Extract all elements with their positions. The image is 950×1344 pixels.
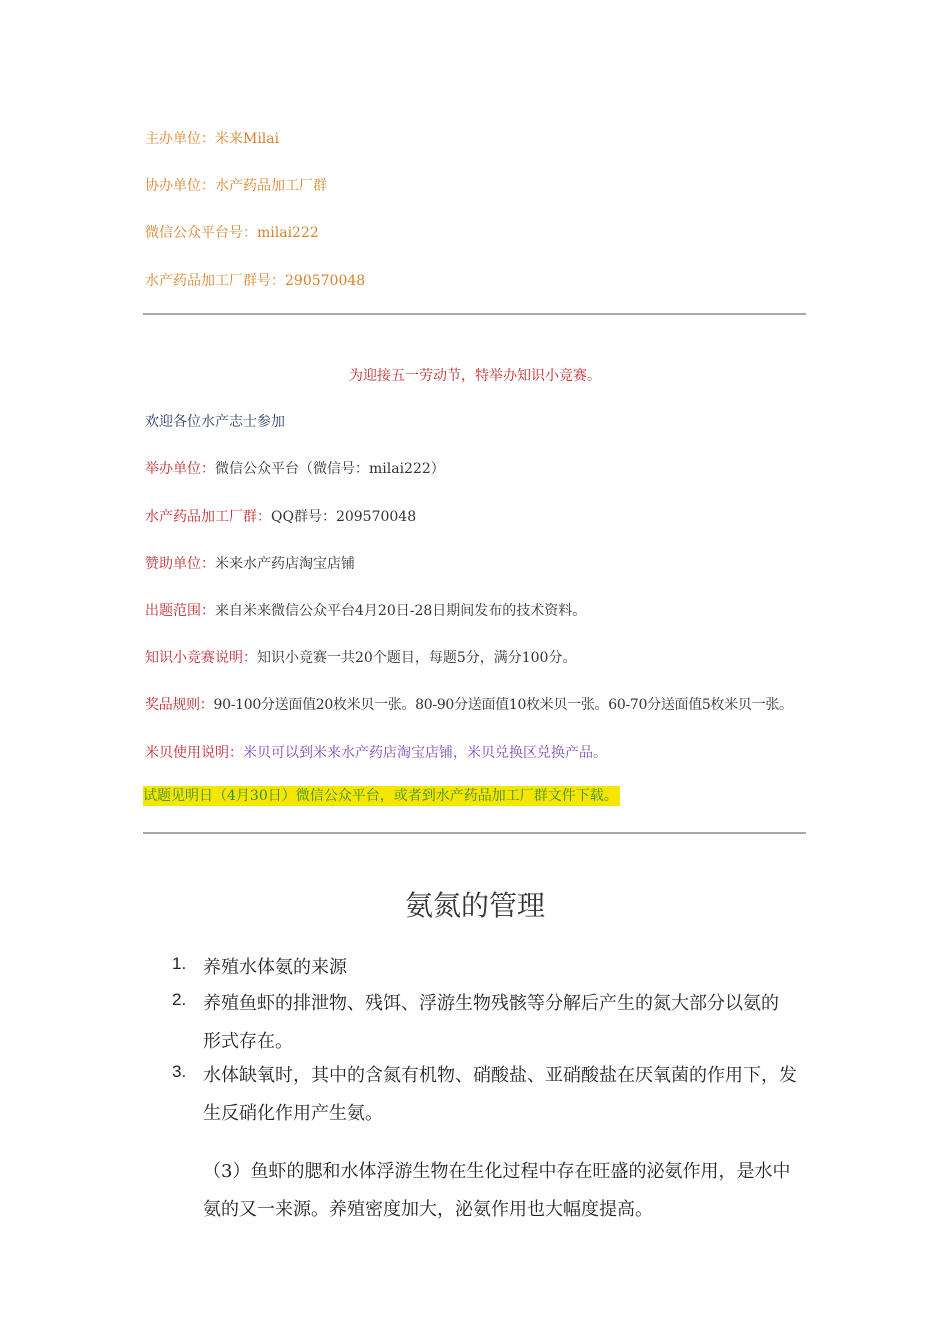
notice-value: 米贝可以到米来水产药店淘宝店铺，米贝兑换区兑换产品。: [243, 745, 607, 761]
group-line: 水产药品加工厂群号：290570048: [145, 273, 366, 289]
wechat-line: 微信公众平台号：milai222: [145, 225, 319, 241]
notice-label: 米贝使用说明：: [145, 745, 243, 761]
notice-label: 出题范围：: [145, 603, 215, 619]
notice-label: 水产药品加工厂群：: [145, 509, 271, 525]
list-item-line: 形式存在。: [203, 1031, 293, 1052]
notice-value: 来自米来微信公众平台4月20日-28日期间发布的技术资料。: [215, 603, 587, 619]
list-item-line: 养殖鱼虾的排泄物、残饵、浮游生物残骸等分解后产生的氮大部分以氨的: [203, 993, 779, 1014]
notice-row-sponsor: [145, 553, 355, 573]
notice-row-host: [145, 458, 445, 478]
list-number: 3.: [172, 1062, 187, 1081]
article-title: 氨氮的管理: [404, 889, 545, 922]
list-item-line: 水体缺氧时，其中的含氮有机物、硝酸盐、亚硝酸盐在厌氧菌的作用下，发: [203, 1065, 797, 1086]
divider-bottom: [143, 832, 806, 834]
notice-row-mibei-usage: [145, 742, 607, 762]
notice-row-group: [145, 506, 416, 526]
list-number: 2.: [172, 990, 187, 1009]
notice-value: QQ群号：209570048: [271, 509, 417, 525]
list-item-line: 生反硝化作用产生氨。: [203, 1103, 383, 1124]
notice-value: 米来水产药店淘宝店铺: [215, 556, 355, 572]
notice-row-description: [145, 647, 576, 667]
list-number: 1.: [172, 954, 187, 973]
list-item-line: 养殖水体氨的来源: [203, 957, 347, 978]
paragraph-line: （3）鱼虾的腮和水体浮游生物在生化过程中存在旺盛的泌氨作用，是水中: [203, 1161, 791, 1182]
co-organizer-line: 协办单位：水产药品加工厂群: [145, 178, 327, 194]
notice-value: 微信公众平台（微信号：milai222）: [215, 461, 445, 477]
notice-value: 90-100分送面值20枚米贝一张。80-90分送面值10枚米贝一张。60-70分送面值5枚米贝一张。: [213, 697, 793, 713]
notice-row-prizes: [145, 694, 793, 714]
notice-label: 赞助单位：: [145, 556, 215, 572]
divider-top: [143, 313, 806, 315]
notice-row-scope: [145, 600, 586, 620]
notice-label: 知识小竞赛说明：: [145, 650, 257, 666]
organizer-line: 主办单位：米来Milai: [145, 131, 280, 147]
notice-label: 奖品规则：: [145, 697, 214, 713]
notice-label: 举办单位：: [145, 461, 215, 477]
answer-release-highlight: 试题见明日（4月30日）微信公众平台，或者到水产药品加工厂群文件下载。: [143, 788, 618, 804]
paragraph-line: 氨的又一来源。养殖密度加大，泌氨作用也大幅度提高。: [203, 1199, 653, 1220]
notice-headline: 为迎接五一劳动节，特举办知识小竞赛。: [349, 368, 601, 384]
notice-value: 知识小竞赛一共20个题目，每题5分，满分100分。: [257, 650, 577, 666]
welcome-line: 欢迎各位水产志士参加: [145, 414, 285, 430]
